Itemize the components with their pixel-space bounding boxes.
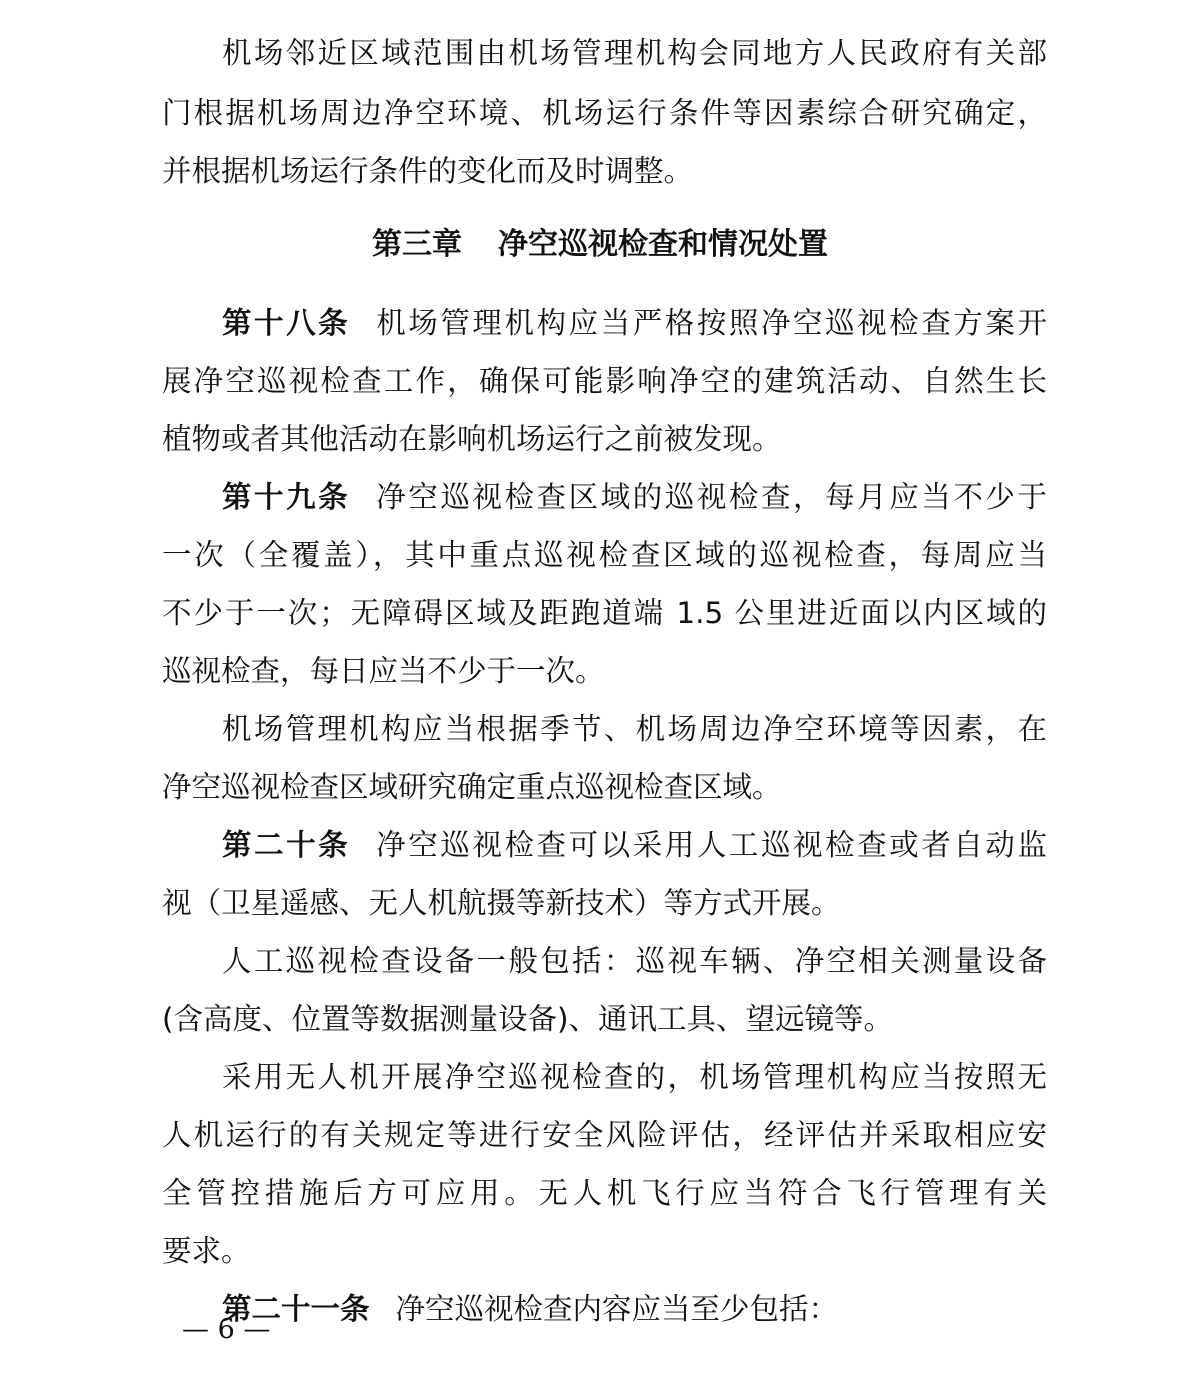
chapter-label: 第三章: [372, 227, 462, 262]
paragraph-line: 植物或者其他活动在影响机场运行之前被发现。: [162, 422, 782, 456]
paragraph-line: 门根据机场周边净空环境、机场运行条件等因素综合研究确定，: [162, 96, 1047, 130]
paragraph-line: 人工巡视检查设备一般包括：巡视车辆、净空相关测量设备: [222, 944, 1047, 978]
paragraph-line: 不少于一次；无障碍区域及距跑道端 1.5 公里进近面以内区域的: [162, 596, 1047, 630]
article-19-label: 第十九条: [222, 480, 351, 514]
page-number: — 6 —: [182, 1314, 271, 1345]
article-18-first-line: [222, 298, 1047, 348]
paragraph-line: 采用无人机开展净空巡视检查的，机场管理机构应当按照无: [222, 1060, 1047, 1094]
paragraph-line: (含高度、位置等数据测量设备)、通讯工具、望远镜等。: [162, 1002, 894, 1036]
paragraph-line: 展净空巡视检查工作，确保可能影响净空的建筑活动、自然生长: [162, 364, 1047, 398]
article-18-text: 机场管理机构应当严格按照净空巡视检查方案开: [376, 306, 1047, 340]
paragraph-line: 要求。: [162, 1234, 251, 1268]
article-21-label: 第二十一条: [222, 1292, 370, 1326]
article-19-first-line: [222, 472, 1047, 522]
article-19-text: 净空巡视检查区域的巡视检查，每月应当不少于: [376, 480, 1047, 514]
paragraph-line: 并根据机场运行条件的变化而及时调整。: [162, 154, 694, 188]
paragraph-line: 一次（全覆盖），其中重点巡视检查区域的巡视检查，每周应当: [162, 538, 1047, 572]
chapter-heading: [0, 218, 1200, 272]
article-21-first-line: [222, 1284, 1047, 1334]
paragraph-line: 净空巡视检查区域研究确定重点巡视检查区域。: [162, 770, 782, 804]
article-21-text: 净空巡视检查内容应当至少包括：: [395, 1292, 839, 1326]
paragraph-line: 机场邻近区域范围由机场管理机构会同地方人民政府有关部: [222, 36, 1047, 70]
article-20-label: 第二十条: [222, 828, 351, 862]
chapter-title: 净空巡视检查和情况处置: [498, 227, 828, 262]
article-20-first-line: [222, 820, 1047, 870]
paragraph-line: 巡视检查，每日应当不少于一次。: [162, 654, 605, 688]
paragraph-line: 机场管理机构应当根据季节、机场周边净空环境等因素，在: [222, 712, 1047, 746]
paragraph-line: 全管控措施后方可应用。无人机飞行应当符合飞行管理有关: [162, 1176, 1047, 1210]
paragraph-line: 人机运行的有关规定等进行安全风险评估，经评估并采取相应安: [162, 1118, 1047, 1152]
article-18-label: 第十八条: [222, 306, 351, 340]
article-20-text: 净空巡视检查可以采用人工巡视检查或者自动监: [376, 828, 1047, 862]
paragraph-line: 视（卫星遥感、无人机航摄等新技术）等方式开展。: [162, 886, 841, 920]
